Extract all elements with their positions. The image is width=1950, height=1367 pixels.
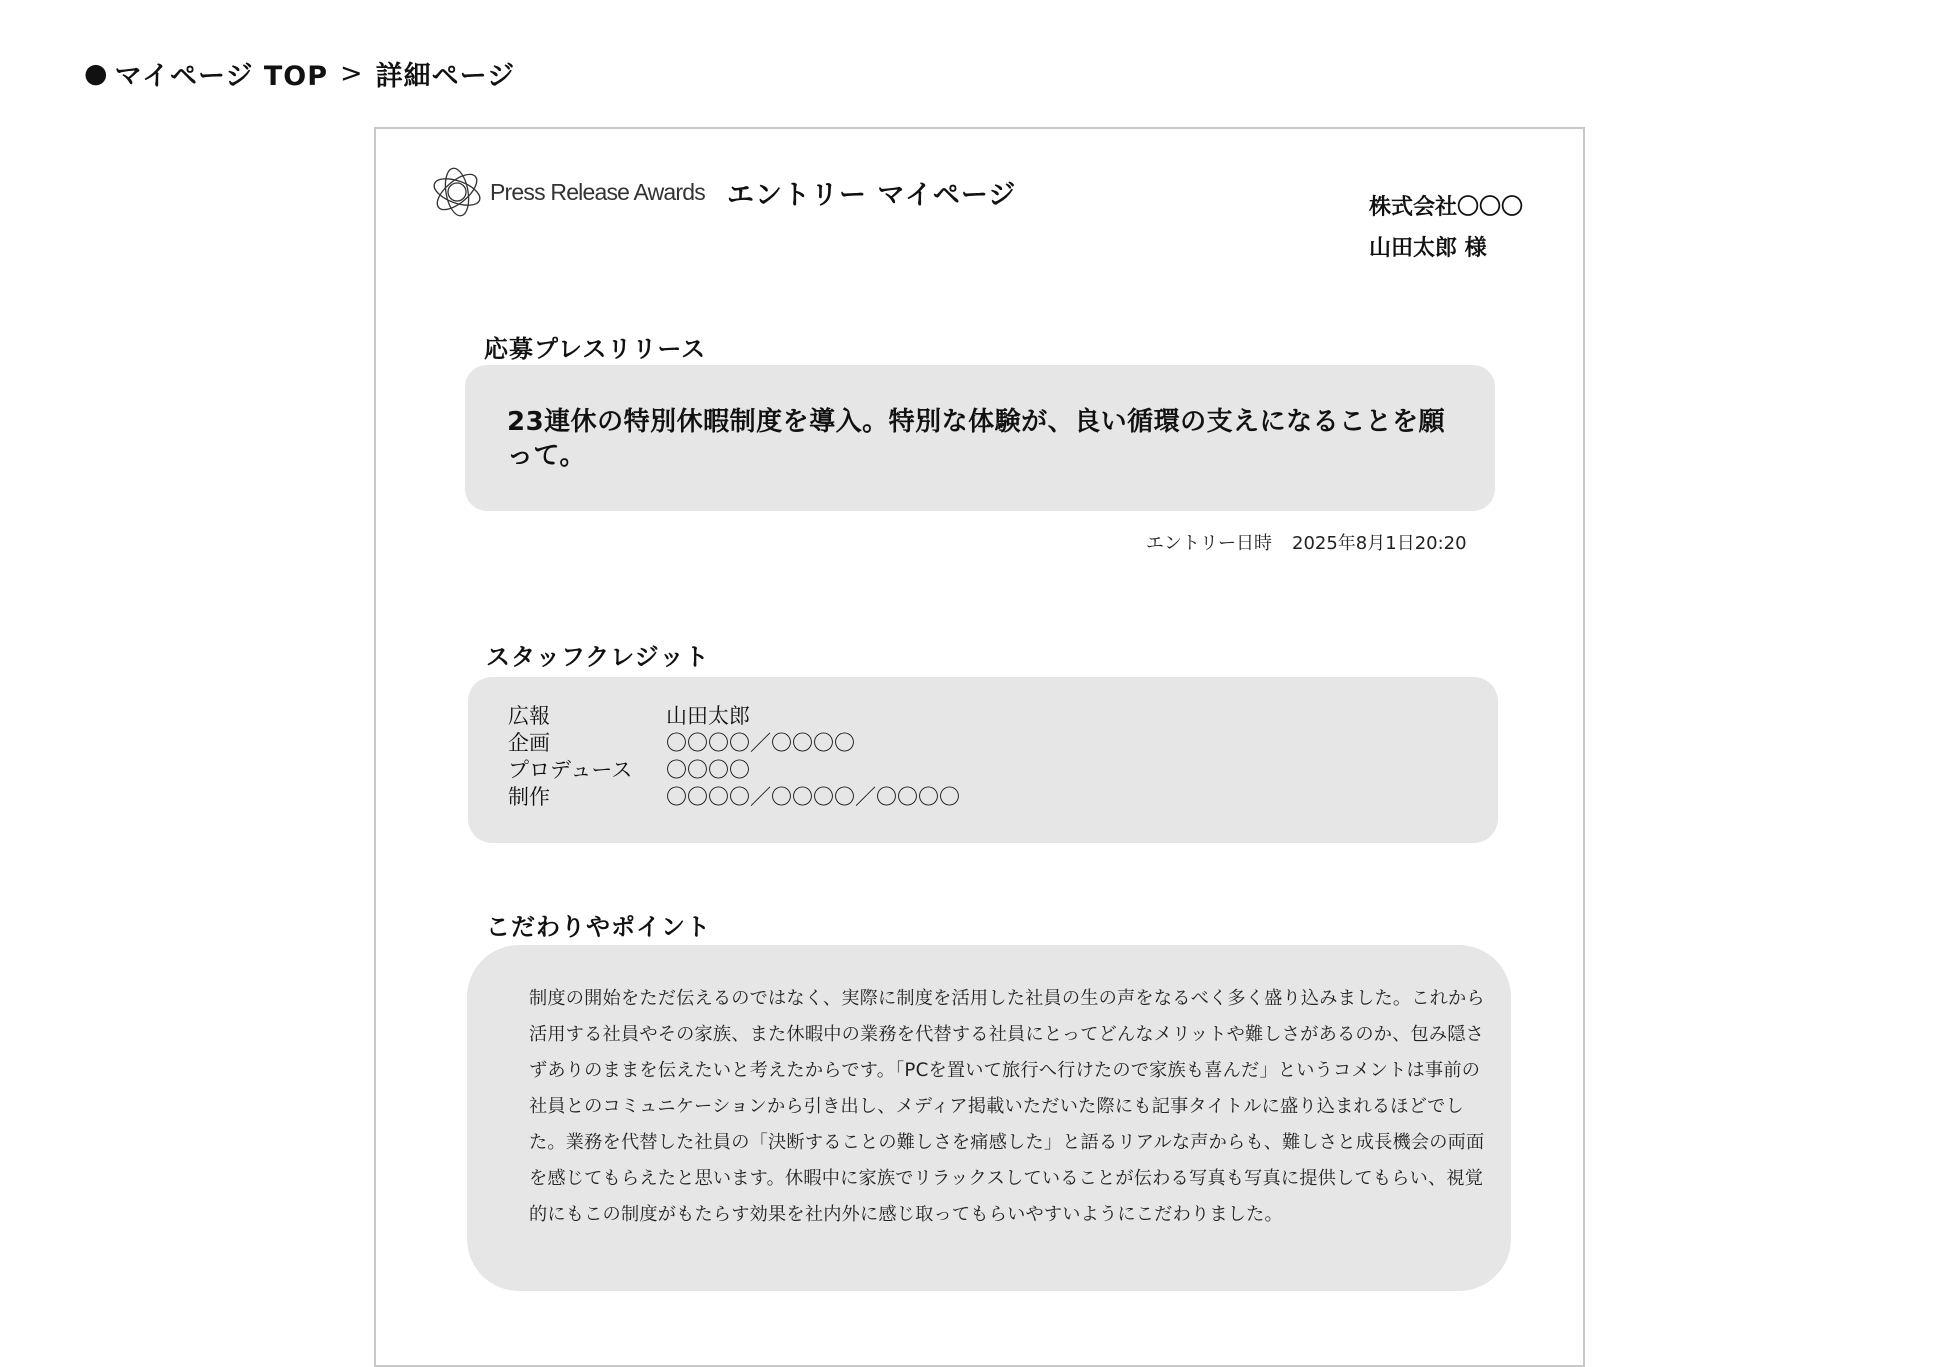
mypage-frame [374, 127, 1585, 1367]
user-company: 株式会社〇〇〇 [1369, 195, 1524, 220]
credit-row [508, 757, 1458, 784]
awards-logo-text: Press Release Awards [490, 178, 705, 205]
staff-credits-panel [468, 677, 1498, 843]
page-header [430, 165, 1016, 219]
entry-date [1146, 529, 1467, 555]
user-name: 山田太郎 様 [1369, 236, 1487, 261]
credits-section-title: スタッフクレジット [486, 643, 710, 671]
credit-names: 〇〇〇〇／〇〇〇〇 [666, 731, 855, 755]
credit-names: 山田太郎 [666, 704, 750, 728]
user-info [1369, 187, 1523, 269]
breadcrumb-link-mypage-top[interactable]: マイページ TOP [114, 61, 329, 92]
entry-date-value: 2025年8月1日20:20 [1292, 533, 1467, 554]
credit-names: 〇〇〇〇 [666, 758, 750, 782]
breadcrumb-bullet: ● [84, 58, 109, 89]
awards-logo-icon [430, 165, 484, 219]
release-title-panel [465, 365, 1495, 511]
breadcrumb-separator: > [340, 58, 364, 89]
credit-role: プロデュース [508, 758, 633, 782]
credit-role: 企画 [508, 731, 550, 755]
credit-row [508, 703, 1458, 730]
points-body: 制度の開始をただ伝えるのではなく、実際に制度を活用した社員の生の声をなるべく多く盛り込みました。これから活用する社員やその家族、また休暇中の業務を代替する社員にとってどんなメリットや難しさがあるのか、包み隠さずありのままを伝えたいと考えたからです。「PCを置いて旅行へ行けたので家族も喜んだ」というコメントは事前の社員とのコミュニケーションから引き出し、メディア掲載いただいた際にも記事タイトルに盛り込まれるほどでした。業務を代替した社員の「決断することの難しさを痛感した」と語るリアルな声からも、難しさと成長機会の両面を感じてもらえたと思います。休暇中に家族でリラックスしていることが伝わる写真も写真に提供してもらい、視覚的にもこの制度がもたらす効果を社内外に感じ取ってもらいやすいようにこだわりました。 [529, 988, 1485, 1225]
site-title: エントリー マイページ [726, 179, 1017, 211]
credit-row [508, 730, 1458, 757]
credit-role: 広報 [508, 704, 550, 728]
breadcrumb-current-page: 詳細ページ [375, 61, 516, 92]
breadcrumb [84, 54, 515, 93]
points-panel [467, 945, 1511, 1291]
release-section-title: 応募プレスリリース [484, 335, 707, 363]
release-title: 23連休の特別休暇制度を導入。特別な体験が、良い循環の支えになることを願って。 [507, 407, 1446, 471]
credit-role: 制作 [508, 785, 550, 809]
entry-date-label: エントリー日時 [1146, 533, 1272, 554]
credit-names: 〇〇〇〇／〇〇〇〇／〇〇〇〇 [666, 785, 960, 809]
points-section-title: こだわりやポイント [486, 913, 711, 941]
credit-row [508, 784, 1458, 811]
